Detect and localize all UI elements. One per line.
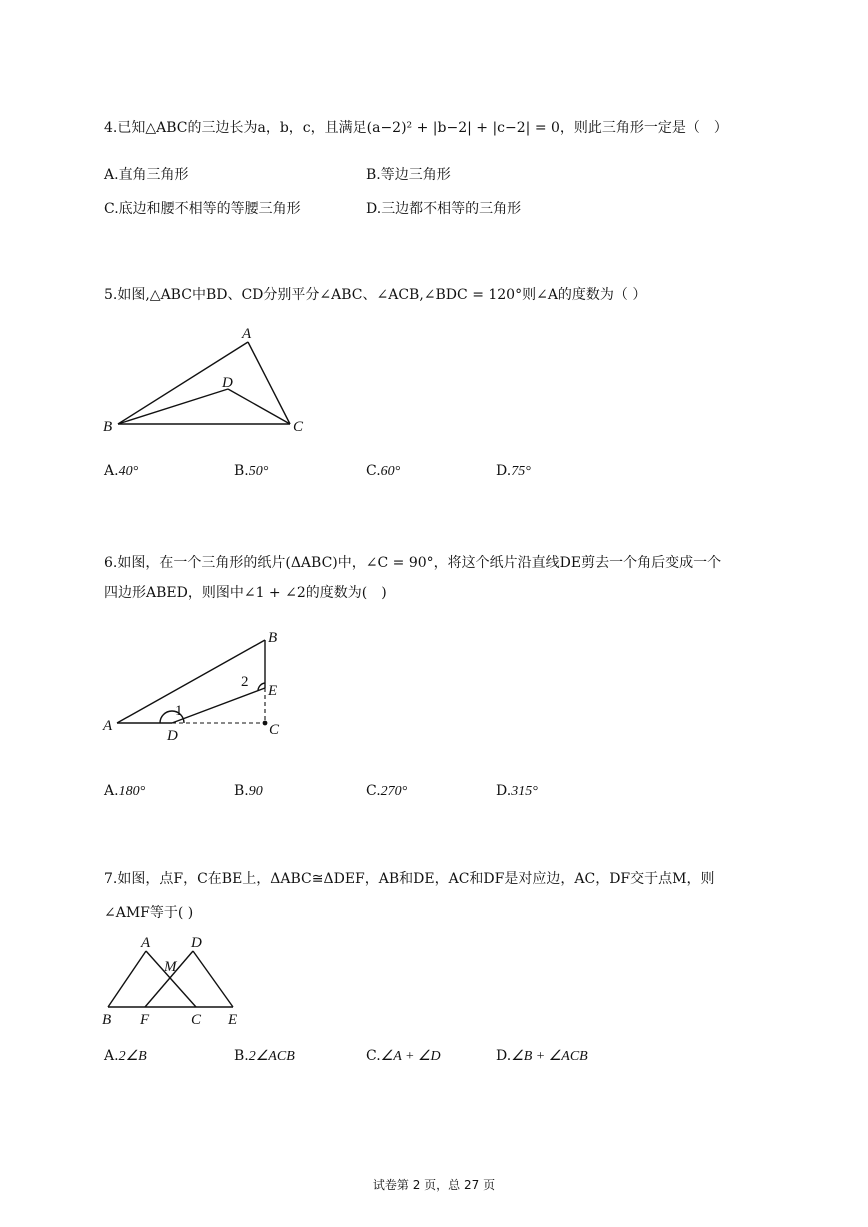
q5-option-d-label: D. <box>496 463 512 479</box>
q4-option-c-text: 底边和腰不相等的等腰三角形 <box>118 201 301 217</box>
q4-option-a-label: A. <box>104 167 119 183</box>
q6-label-b: B <box>268 630 278 646</box>
q6-option-a[interactable] <box>104 781 145 802</box>
q6-label-a: A <box>103 718 113 734</box>
q4-option-c[interactable] <box>104 199 301 219</box>
q6-option-c-label: C. <box>366 783 381 799</box>
q6-option-a-label: A. <box>104 783 119 799</box>
q7-option-d[interactable] <box>496 1046 588 1067</box>
q5-option-c[interactable] <box>366 461 400 482</box>
q5-option-b-value: 50° <box>248 464 269 479</box>
q6-option-b[interactable] <box>234 781 263 802</box>
q5-option-a-label: A. <box>104 463 119 479</box>
q5-option-b-label: B. <box>234 463 249 479</box>
q7-label-b: B <box>102 1012 112 1028</box>
q6-option-b-value: 90 <box>248 784 263 799</box>
q7-option-b[interactable] <box>234 1046 295 1067</box>
q5-option-a[interactable] <box>104 461 138 482</box>
q6-label-one: 1 <box>175 703 183 719</box>
q4-option-b-label: B. <box>366 167 381 183</box>
q7-label-m: M <box>164 959 177 975</box>
q5-option-d[interactable] <box>496 461 531 482</box>
q6-label-c: C <box>269 722 280 738</box>
q4-option-b-text: 等边三角形 <box>380 167 451 183</box>
q4-option-b[interactable] <box>366 165 451 185</box>
q7-stem-line2: ∠AMF等于( ) <box>104 905 194 921</box>
q5-option-c-label: C. <box>366 463 381 479</box>
q6-option-d[interactable] <box>496 781 538 802</box>
q6-option-d-value: 315° <box>511 784 538 799</box>
q7-label-f: F <box>140 1012 150 1028</box>
q7-option-a[interactable] <box>104 1046 147 1067</box>
q7-triangles-figure <box>98 935 258 1035</box>
q7-option-c-label: C. <box>366 1048 381 1064</box>
q6-option-d-label: D. <box>496 783 512 799</box>
q7-option-a-value: 2∠B <box>118 1049 147 1064</box>
q5-option-d-value: 75° <box>511 464 531 479</box>
q5-label-a: A <box>242 326 252 342</box>
q7-label-a: A <box>141 935 151 951</box>
q7-label-c: C <box>191 1012 202 1028</box>
q4-option-a-text: 直角三角形 <box>118 167 189 183</box>
q7-option-c-value: ∠A + ∠D <box>380 1049 441 1064</box>
q7-label-d: D <box>191 935 202 951</box>
q4-stem: 4.已知△ABC的三边长为a，b，c，且满足(a−2)² + |b−2| + |c−2| = 0，则此三角形一定是（ ） <box>104 120 728 136</box>
q6-label-e: E <box>268 683 278 699</box>
q7-option-d-label: D. <box>496 1048 512 1064</box>
q6-option-a-value: 180° <box>118 784 146 799</box>
q4-option-a[interactable] <box>104 165 189 185</box>
page-footer: 试卷第 2 页，总 27 页 <box>372 1178 496 1192</box>
q5-label-c: C <box>293 419 304 435</box>
q7-stem-line1: 7.如图，点F，C在BE上，ΔABC≅ΔDEF，AB和DE，AC和DF是对应边，AC，DF交于点M，则 <box>104 871 715 887</box>
q5-option-c-value: 60° <box>380 464 401 479</box>
q6-label-d: D <box>167 728 178 744</box>
q6-triangle-figure <box>100 628 300 748</box>
q4-option-c-label: C. <box>104 201 119 217</box>
q5-option-b[interactable] <box>234 461 268 482</box>
q6-stem-line1: 6.如图，在一个三角形的纸片(ΔABC)中，∠C = 90°，将这个纸片沿直线DE剪去一个角后变成一个 <box>104 555 722 571</box>
q7-option-c[interactable] <box>366 1046 441 1067</box>
q7-label-e: E <box>228 1012 238 1028</box>
q7-option-b-label: B. <box>234 1048 249 1064</box>
q6-option-c-value: 270° <box>380 784 408 799</box>
q7-option-b-value: 2∠ACB <box>248 1049 295 1064</box>
q6-stem-line2: 四边形ABED，则图中∠1 + ∠2的度数为( ) <box>104 585 387 601</box>
q4-option-d[interactable] <box>366 199 521 219</box>
q7-option-a-label: A. <box>104 1048 119 1064</box>
q4-option-d-label: D. <box>366 201 382 217</box>
q5-option-a-value: 40° <box>118 464 139 479</box>
q7-option-d-value: ∠B + ∠ACB <box>511 1049 588 1064</box>
q6-option-c[interactable] <box>366 781 407 802</box>
q6-option-b-label: B. <box>234 783 249 799</box>
q4-option-d-text: 三边都不相等的三角形 <box>381 201 522 217</box>
q5-label-b: B <box>103 419 113 435</box>
q5-triangle-figure <box>100 325 320 445</box>
q5-label-d: D <box>222 375 233 391</box>
q5-stem: 5.如图,△ABC中BD、CD分别平分∠ABC、∠ACB,∠BDC = 120°则∠A的度数为（ ） <box>104 287 647 303</box>
q6-label-two: 2 <box>241 674 249 690</box>
